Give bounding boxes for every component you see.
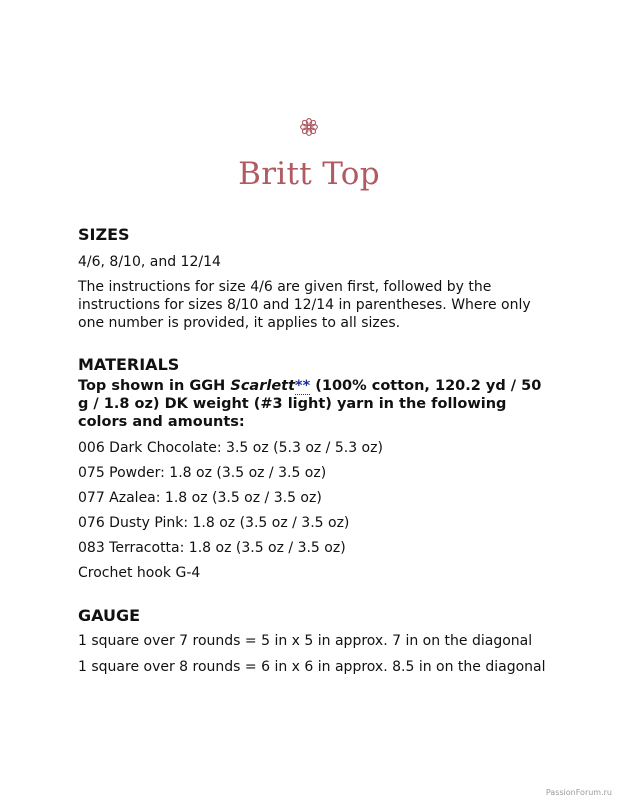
gauge-item: 1 square over 8 rounds = 6 in x 6 in approx. 8.5 in on the diagonal [78, 659, 546, 675]
materials-section [78, 354, 548, 582]
sizes-note: The instructions for size 4/6 are given first, followed by the instructions for sizes 8/10 and 12/14 in parentheses. Where only one number is provided, it applies to all sizes. [78, 279, 531, 331]
gauge-heading: GAUGE [78, 606, 141, 625]
footnote-link[interactable]: ** [295, 378, 311, 394]
sizes-value: 4/6, 8/10, and 12/14 [78, 254, 221, 270]
yarn-name: Scarlett [230, 378, 296, 394]
sizes-heading: SIZES [78, 225, 130, 244]
material-item: 075 Powder: 1.8 oz (3.5 oz / 3.5 oz) [78, 465, 327, 481]
materials-heading: MATERIALS [78, 355, 180, 374]
materials-intro-suffix: (100% cotton, 120.2 yd / 50 g / 1.8 oz) DK weight (#3 light) yarn in the following colors and amounts: [78, 378, 542, 430]
material-item: Crochet hook G-4 [78, 565, 201, 581]
sizes-section [78, 224, 548, 332]
material-item: 077 Azalea: 1.8 oz (3.5 oz / 3.5 oz) [78, 490, 322, 506]
watermark: PassionForum.ru [545, 788, 612, 797]
flower-icon [298, 116, 320, 138]
document-body [78, 224, 548, 676]
materials-intro-prefix: Top shown in GGH [78, 378, 231, 394]
material-item: 083 Terracotta: 1.8 oz (3.5 oz / 3.5 oz) [78, 540, 346, 556]
gauge-section [78, 605, 548, 676]
material-item: 076 Dusty Pink: 1.8 oz (3.5 oz / 3.5 oz) [78, 515, 350, 531]
material-item: 006 Dark Chocolate: 3.5 oz (5.3 oz / 5.3 oz) [78, 440, 383, 456]
materials-intro [78, 377, 548, 431]
gauge-item: 1 square over 7 rounds = 5 in x 5 in approx. 7 in on the diagonal [78, 633, 533, 649]
page-title: Britt Top [238, 156, 380, 192]
